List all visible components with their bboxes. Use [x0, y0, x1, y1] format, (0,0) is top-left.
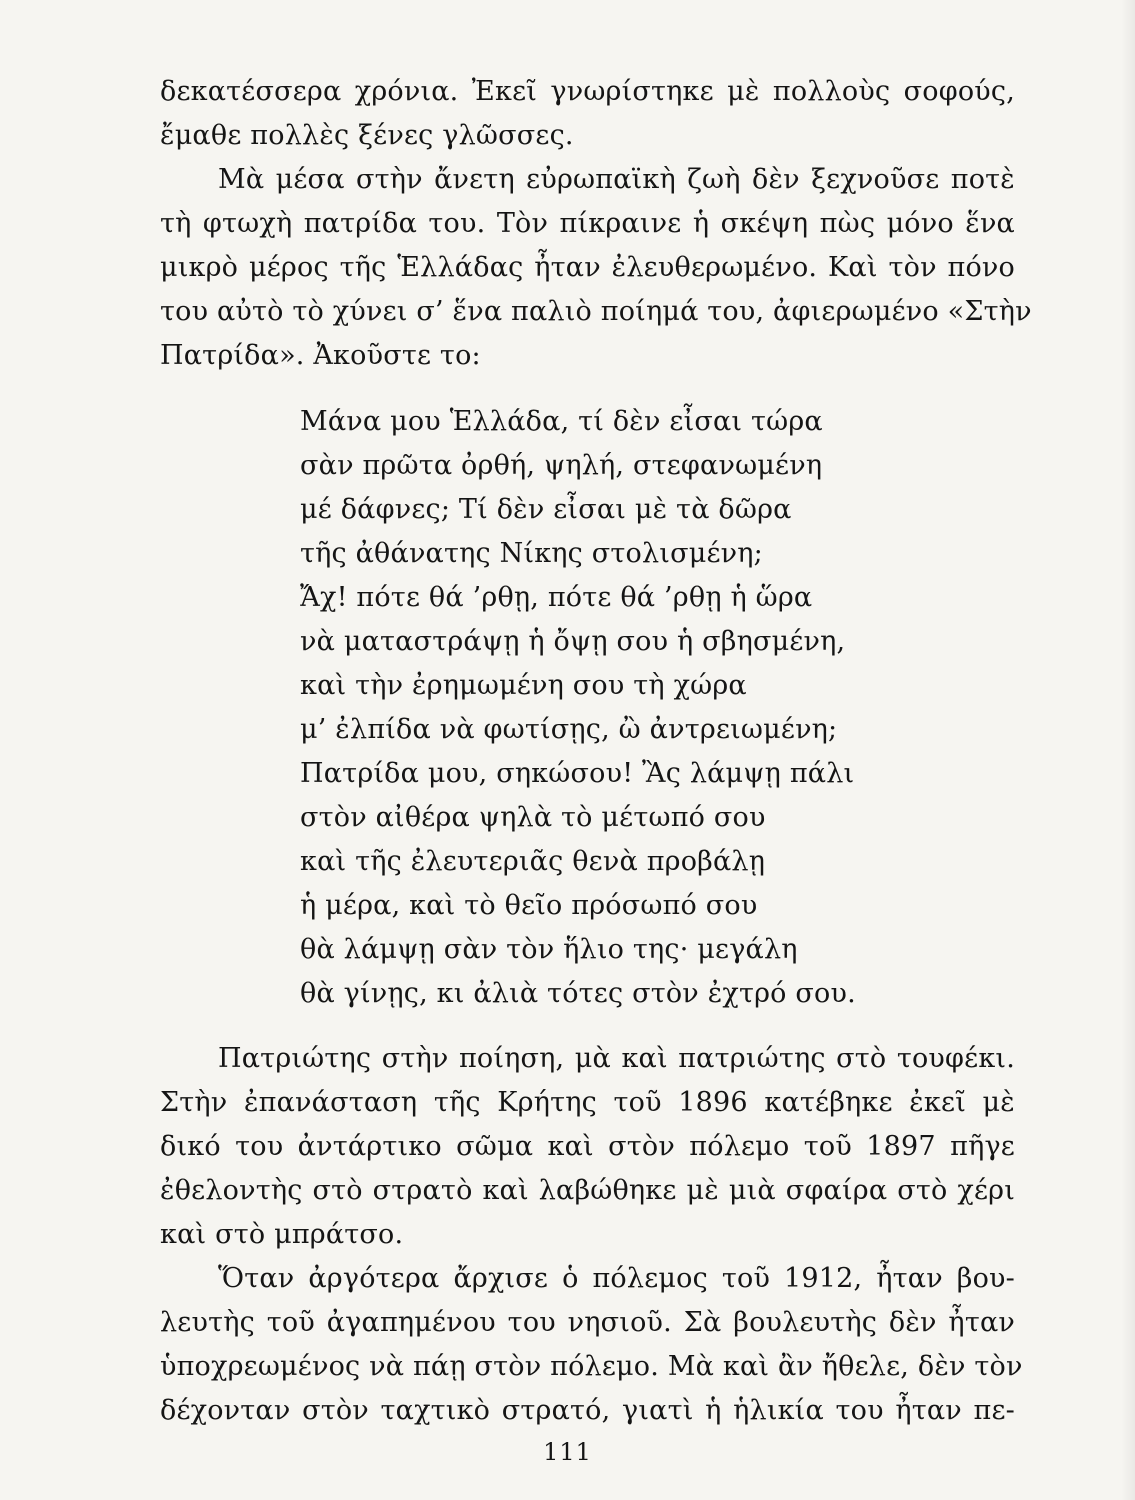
poem-line-7: καὶ τὴν ἐρημωμένη σου τὴ χώρα — [300, 670, 747, 701]
paragraph-1-line-1: δεκατέσσερα χρόνια. Ἐκεῖ γνωρίστηκε μὲ πολλοὺς σοφούς, — [160, 76, 1015, 107]
poem-line-10: στὸν αἰθέρα ψηλὰ τὸ μέτωπό σου — [300, 802, 766, 833]
paragraph-4-line-4: δέχονταν στὸν ταχτικὸ στρατό, γιατὶ ἡ ἡλικία του ἦταν πε- — [160, 1395, 1015, 1426]
poem-line-9: Πατρίδα μου, σηκώσου! Ἂς λάμψῃ πάλι — [300, 758, 855, 789]
paragraph-3-line-2: Στὴν ἐπανάσταση τῆς Κρήτης τοῦ 1896 κατέβηκε ἐκεῖ μὲ — [160, 1087, 1015, 1118]
poem-line-2: σὰν πρῶτα ὀρθή, ψηλή, στεφανωμένη — [300, 450, 823, 481]
paragraph-2-line-1: Μὰ μέσα στὴν ἄνετη εὐρωπαϊκὴ ζωὴ δὲν ξεχνοῦσε ποτὲ — [218, 164, 1015, 195]
poem-line-4: τῆς ἀθάνατης Νίκης στολισμένη; — [300, 538, 763, 569]
paragraph-3-line-5: καὶ στὸ μπράτσο. — [160, 1219, 404, 1250]
paragraph-2-line-3: μικρὸ μέρος τῆς Ἑλλάδας ἦταν ἐλευθερωμένο. Καὶ τὸν πόνο — [160, 252, 1015, 283]
poem-line-8: μ’ ἐλπίδα νὰ φωτίσῃς, ὢ ἀντρειωμένη; — [300, 714, 838, 745]
poem-line-5: Ἄχ! πότε θά ’ρθῃ, πότε θά ’ρθῃ ἡ ὥρα — [300, 582, 813, 613]
poem-line-12: ἡ μέρα, καὶ τὸ θεῖο πρόσωπό σου — [300, 890, 758, 921]
poem-line-14: θὰ γίνῃς, κι ἀλιὰ τότες στὸν ἐχτρό σου. — [300, 978, 856, 1009]
paragraph-4-line-1: Ὅταν ἀργότερα ἄρχισε ὁ πόλεμος τοῦ 1912, ἦταν βου- — [218, 1263, 1015, 1294]
poem-line-3: μέ δάφνες; Τί δὲν εἶσαι μὲ τὰ δῶρα — [300, 494, 792, 525]
poem-line-11: καὶ τῆς ἐλευτεριᾶς θενὰ προβάλῃ — [300, 846, 766, 877]
paragraph-4-line-3: ὑποχρεωμένος νὰ πάῃ στὸν πόλεμο. Μὰ καὶ ἂν ἤθελε, δὲν τὸν — [160, 1351, 1023, 1382]
paragraph-2-line-2: τὴ φτωχὴ πατρίδα του. Τὸν πίκραινε ἡ σκέψη πὼς μόνο ἕνα — [160, 208, 1015, 239]
page-edge-shadow — [1121, 0, 1135, 1500]
paragraph-2-line-4: του αὐτὸ τὸ χύνει σ’ ἕνα παλιὸ ποίημά του, ἀφιερωμένο «Στὴν — [160, 296, 1032, 327]
paragraph-3-line-1: Πατριώτης στὴν ποίηση, μὰ καὶ πατριώτης στὸ τουφέκι. — [218, 1043, 1015, 1074]
paragraph-3-line-4: ἐθελοντὴς στὸ στρατὸ καὶ λαβώθηκε μὲ μιὰ σφαίρα στὸ χέρι — [160, 1175, 1015, 1206]
paragraph-2-line-5: Πατρίδα». Ἀκοῦστε το: — [160, 340, 481, 371]
poem-line-1: Μάνα μου Ἑλλάδα, τί δὲν εἶσαι τώρα — [300, 406, 823, 437]
paragraph-1-line-2: ἔμαθε πολλὲς ξένες γλῶσσες. — [160, 120, 574, 151]
paragraph-3-line-3: δικό του ἀντάρτικο σῶμα καὶ στὸν πόλεμο τοῦ 1897 πῆγε — [160, 1131, 1015, 1162]
page-number: 111 — [543, 1438, 592, 1466]
poem-line-13: θὰ λάμψῃ σὰν τὸν ἥλιο της· μεγάλη — [300, 934, 798, 965]
paragraph-4-line-2: λευτὴς τοῦ ἀγαπημένου του νησιοῦ. Σὰ βουλευτὴς δὲν ἦταν — [160, 1307, 1015, 1338]
poem-line-6: νὰ ματαστράψῃ ἡ ὄψῃ σου ἡ σβησμένη, — [300, 626, 846, 657]
